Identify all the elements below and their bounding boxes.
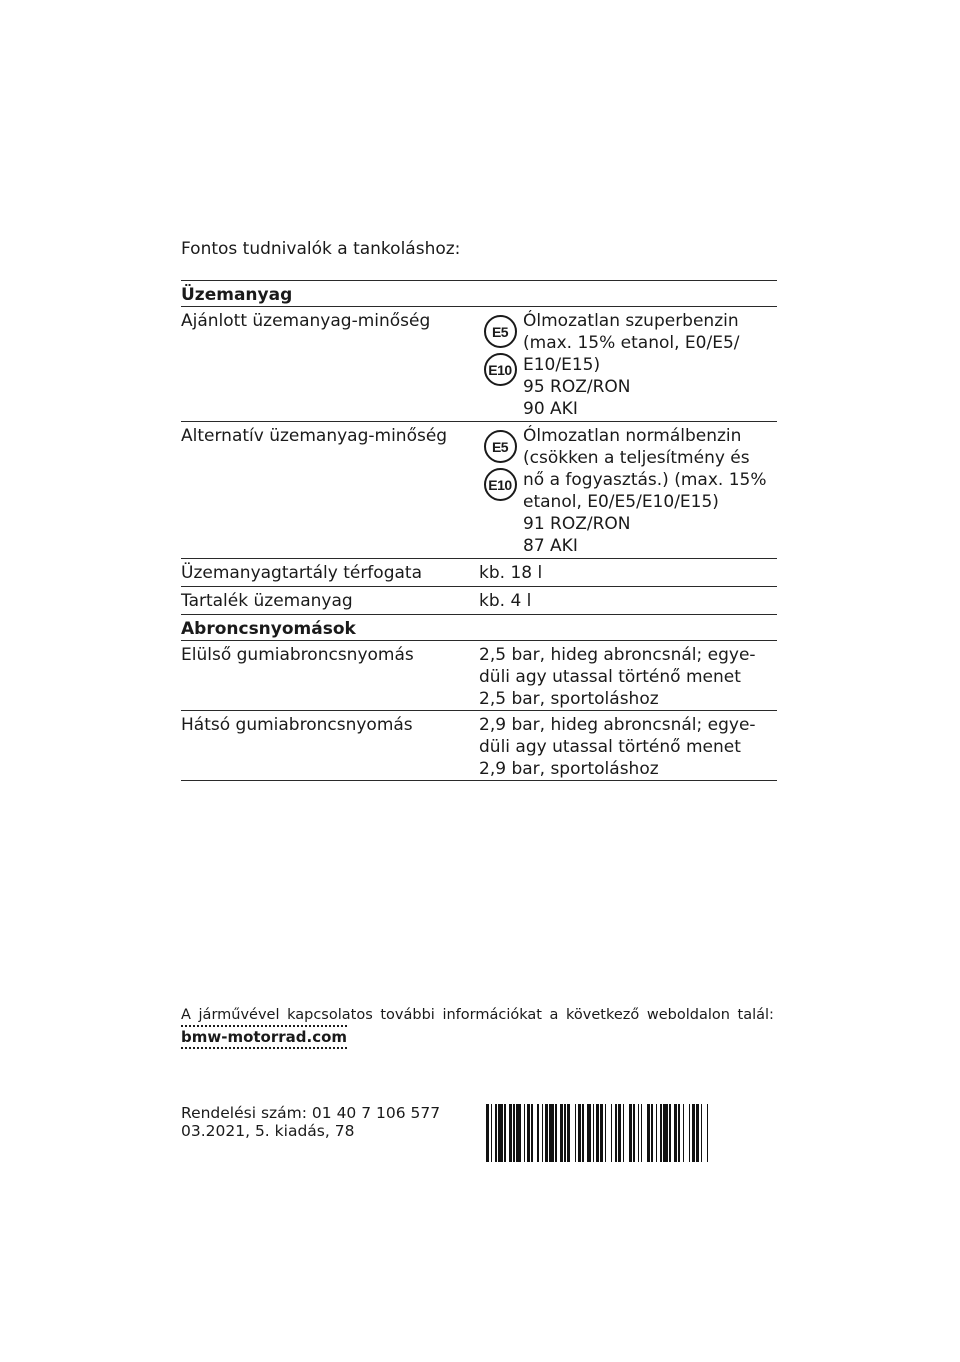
edition-info: 03.2021, 5. kiadás, 78 [181, 1122, 355, 1140]
fuel-section-heading: Üzemanyag [181, 285, 293, 305]
spec-table [181, 280, 777, 781]
front-tyre-label: Elülső gumiabroncsnyomás [181, 645, 414, 665]
fuel-badges [479, 425, 521, 556]
recommended-fuel-value: Ólmozatlan szuperbenzin (max. 15% etanol, E0/E5/ E10/E15) 95 ROZ/RON 90 AKI [523, 311, 740, 419]
alternative-fuel-label: Alternatív üzemanyag-minőség [181, 426, 448, 446]
tank-capacity-label: Üzemanyagtartály térfogata [181, 563, 422, 583]
footer-note: A járművével kapcsolatos további információkat a következő weboldalon talál: [181, 1007, 774, 1023]
alternative-fuel-value: Ólmozatlan normálbenzin (csökken a teljesítmény és nő a fogyasztás.) (max. 15% etanol, E0/E5/E10/E15) 91 ROZ/RON 87 AKI [523, 426, 767, 556]
fuel-badges [479, 310, 521, 419]
website-link[interactable]: bmw-motorrad.com [181, 1025, 347, 1049]
alternative-fuel-row [181, 422, 777, 558]
front-tyre-value: 2,5 bar, hideg abroncsnál; egye- düli agy utassal történő menet 2,5 bar, sportoláshoz [479, 645, 756, 709]
tank-capacity-row [181, 559, 777, 586]
order-info [181, 1104, 440, 1140]
rear-tyre-row [181, 711, 777, 780]
e10-fuel-icon: E10 [484, 468, 517, 501]
tyres-section-heading: Abroncsnyomások [181, 619, 356, 639]
e10-fuel-icon: E10 [484, 353, 517, 386]
barcode [486, 1104, 778, 1162]
rear-tyre-value: 2,9 bar, hideg abroncsnál; egye- düli agy utassal történő menet 2,9 bar, sportoláshoz [479, 715, 756, 779]
reserve-fuel-label: Tartalék üzemanyag [181, 591, 353, 611]
reserve-fuel-value: kb. 4 l [479, 591, 532, 611]
e5-fuel-icon: E5 [484, 315, 517, 348]
recommended-fuel-label: Ajánlott üzemanyag-minőség [181, 311, 431, 331]
tank-capacity-value: kb. 18 l [479, 563, 543, 583]
e5-fuel-icon: E5 [484, 430, 517, 463]
front-tyre-row [181, 641, 777, 710]
recommended-fuel-row [181, 307, 777, 421]
rear-tyre-label: Hátsó gumiabroncsnyomás [181, 715, 413, 735]
order-number: Rendelési szám: 01 40 7 106 577 [181, 1104, 441, 1122]
reserve-fuel-row [181, 587, 777, 614]
intro-text: Fontos tudnivalók a tankoláshoz: [181, 239, 461, 259]
